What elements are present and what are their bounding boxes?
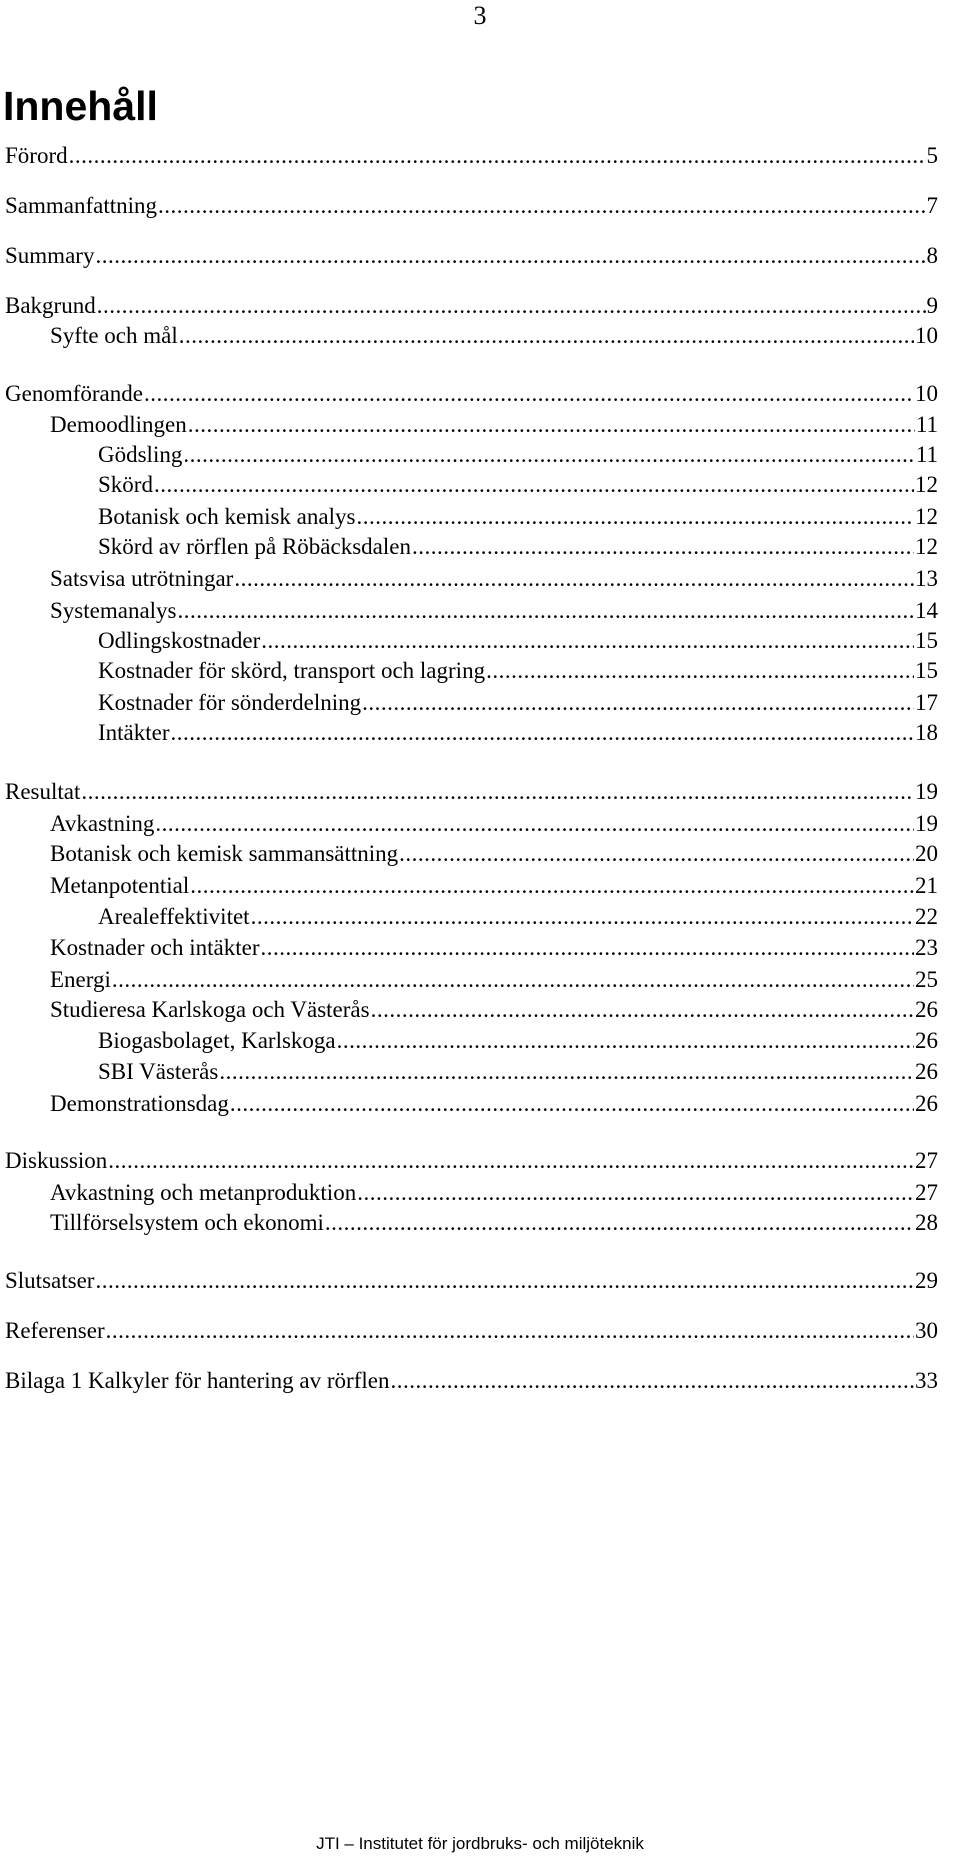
toc-dot-leader xyxy=(325,1209,914,1237)
toc-entry[interactable] xyxy=(0,142,938,170)
toc-entry[interactable] xyxy=(0,1209,938,1237)
toc-entry[interactable] xyxy=(0,1267,938,1295)
toc-entry-title: Skörd av rörflen på Röbäcksdalen xyxy=(98,534,411,559)
toc-entry-title: Biogasbolaget, Karlskoga xyxy=(98,1028,336,1053)
toc-dot-leader xyxy=(69,142,926,170)
toc-entry-title: Summary xyxy=(5,243,95,268)
toc-entry-title: Demoodlingen xyxy=(50,412,187,437)
toc-entry[interactable] xyxy=(0,966,938,994)
toc-dot-leader xyxy=(188,411,915,439)
toc-entry-title: Kostnader för skörd, transport och lagring xyxy=(98,658,486,683)
toc-dot-leader xyxy=(362,689,914,717)
toc-entry[interactable] xyxy=(0,657,938,685)
toc-dot-leader xyxy=(95,242,925,270)
toc-entry-page: 22 xyxy=(915,904,938,929)
toc-dot-leader xyxy=(112,966,914,994)
toc-entry[interactable] xyxy=(0,192,938,220)
toc-entry-title: Studieresa Karlskoga och Västerås xyxy=(50,997,370,1022)
toc-entry-title: Syfte och mål xyxy=(50,323,178,348)
toc-dot-leader xyxy=(154,471,914,499)
toc-dot-leader xyxy=(219,1058,914,1086)
toc-entry[interactable] xyxy=(0,1090,938,1118)
toc-entry[interactable] xyxy=(0,242,938,270)
toc-entry-title: Diskussion xyxy=(5,1148,108,1173)
toc-entry-page: 23 xyxy=(915,935,938,960)
toc-entry[interactable] xyxy=(0,380,938,408)
toc-entry-title: Satsvisa utrötningar xyxy=(50,566,234,591)
toc-dot-leader xyxy=(486,657,914,685)
toc-dot-leader xyxy=(234,565,914,593)
toc-dot-leader xyxy=(108,1147,914,1175)
toc-entry-page: 8 xyxy=(926,243,938,268)
toc-entry-page: 11 xyxy=(915,412,938,437)
toc-entry[interactable] xyxy=(0,292,938,320)
toc-entry-title: Demonstrationsdag xyxy=(50,1091,229,1116)
footer-institution: JTI – Institutet för jordbruks- och miljöteknik xyxy=(316,1834,644,1853)
toc-entry-page: 17 xyxy=(915,690,938,715)
toc-entry-title: Skörd xyxy=(98,472,153,497)
toc-entry[interactable] xyxy=(0,810,938,838)
toc-entry-page: 26 xyxy=(915,997,938,1022)
toc-entry-page: 14 xyxy=(915,598,938,623)
toc-entry[interactable] xyxy=(0,778,938,806)
toc-entry[interactable] xyxy=(0,1367,938,1395)
toc-dot-leader xyxy=(337,1027,914,1055)
toc-entry-page: 7 xyxy=(926,193,938,218)
toc-entry-page: 27 xyxy=(915,1148,938,1173)
toc-entry-title: Slutsatser xyxy=(5,1268,95,1293)
toc-entry-page: 30 xyxy=(915,1318,938,1343)
toc-entry[interactable] xyxy=(0,322,938,350)
toc-entry[interactable] xyxy=(0,934,938,962)
toc-entry[interactable] xyxy=(0,597,938,625)
toc-dot-leader xyxy=(144,380,914,408)
toc-dot-leader xyxy=(390,1367,914,1395)
toc-dot-leader xyxy=(260,934,914,962)
toc-entry[interactable] xyxy=(0,627,938,655)
toc-entry-page: 9 xyxy=(926,293,938,318)
toc-entry-page: 15 xyxy=(915,658,938,683)
toc-entry-title: Kostnader för sönderdelning xyxy=(98,690,362,715)
toc-dot-leader xyxy=(371,996,914,1024)
toc-entry-page: 12 xyxy=(915,534,938,559)
toc-entry-page: 25 xyxy=(915,967,938,992)
toc-entry-title: Referenser xyxy=(5,1318,105,1343)
toc-entry[interactable] xyxy=(0,1317,938,1345)
toc-dot-leader xyxy=(357,1179,914,1207)
toc-entry-page: 19 xyxy=(915,779,938,804)
toc-entry-title: Botanisk och kemisk analys xyxy=(98,504,356,529)
toc-entry-page: 15 xyxy=(915,628,938,653)
toc-entry-title: Gödsling xyxy=(98,442,183,467)
toc-entry[interactable] xyxy=(0,533,938,561)
toc-dot-leader xyxy=(190,872,914,900)
toc-entry-title: Kostnader och intäkter xyxy=(50,935,260,960)
toc-entry[interactable] xyxy=(0,840,938,868)
toc-entry-title: Resultat xyxy=(5,779,81,804)
toc-entry[interactable] xyxy=(0,411,938,439)
toc-entry-page: 13 xyxy=(915,566,938,591)
toc-dot-leader xyxy=(412,533,914,561)
toc-entry[interactable] xyxy=(0,1027,938,1055)
toc-entry[interactable] xyxy=(0,471,938,499)
toc-entry-title: Bakgrund xyxy=(5,293,96,318)
toc-entry[interactable] xyxy=(0,441,938,469)
toc-entry-title: Metanpotential xyxy=(50,873,190,898)
toc-dot-leader xyxy=(171,719,914,747)
toc-entry-title: Avkastning xyxy=(50,811,155,836)
toc-entry-page: 19 xyxy=(915,811,938,836)
toc-dot-leader xyxy=(155,810,914,838)
toc-entry-title: Energi xyxy=(50,967,111,992)
toc-entry[interactable] xyxy=(0,872,938,900)
toc-dot-leader xyxy=(158,192,925,220)
toc-entry-page: 26 xyxy=(915,1028,938,1053)
toc-entry[interactable] xyxy=(0,719,938,747)
toc-entry-page: 28 xyxy=(915,1210,938,1235)
toc-entry-page: 26 xyxy=(915,1059,938,1084)
toc-entry-title: Förord xyxy=(5,143,68,168)
toc-entry-page: 21 xyxy=(915,873,938,898)
toc-dot-leader xyxy=(179,322,914,350)
toc-entry-page: 20 xyxy=(915,841,938,866)
toc-entry-page: 5 xyxy=(926,143,938,168)
toc-entry[interactable] xyxy=(0,565,938,593)
toc-entry-title: Botanisk och kemisk sammansättning xyxy=(50,841,399,866)
toc-entry[interactable] xyxy=(0,503,938,531)
toc-entry[interactable] xyxy=(0,996,938,1024)
toc-entry-title: Systemanalys xyxy=(50,598,177,623)
toc-entry-page: 29 xyxy=(915,1268,938,1293)
toc-dot-leader xyxy=(178,597,915,625)
toc-entry-title: Avkastning och metanproduktion xyxy=(50,1180,357,1205)
toc-entry-page: 12 xyxy=(915,504,938,529)
toc-entry-title: Tillförselsystem och ekonomi xyxy=(50,1210,324,1235)
toc-heading: Innehåll xyxy=(3,83,158,129)
toc-entry-page: 11 xyxy=(915,442,938,467)
toc-entry-title: SBI Västerås xyxy=(98,1059,219,1084)
toc-entry-page: 10 xyxy=(915,323,938,348)
page-number: 3 xyxy=(473,1,487,30)
toc-entry[interactable] xyxy=(0,1058,938,1086)
toc-entry-page: 26 xyxy=(915,1091,938,1116)
toc-entry[interactable] xyxy=(0,1179,938,1207)
toc-entry[interactable] xyxy=(0,1147,938,1175)
toc-entry-page: 12 xyxy=(915,472,938,497)
toc-entry-page: 10 xyxy=(915,381,938,406)
toc-dot-leader xyxy=(106,1317,914,1345)
toc-dot-leader xyxy=(97,292,926,320)
toc-dot-leader xyxy=(261,627,914,655)
toc-dot-leader xyxy=(399,840,914,868)
toc-entry[interactable] xyxy=(0,903,938,931)
toc-entry-page: 18 xyxy=(915,720,938,745)
toc-dot-leader xyxy=(183,441,915,469)
toc-entry-page: 27 xyxy=(915,1180,938,1205)
toc-entry-title: Arealeffektivitet xyxy=(98,904,250,929)
toc-entry-title: Odlingskostnader xyxy=(98,628,261,653)
toc-entry-title: Bilaga 1 Kalkyler för hantering av rörflen xyxy=(5,1368,390,1393)
toc-dot-leader xyxy=(356,503,914,531)
toc-dot-leader xyxy=(230,1090,914,1118)
toc-entry-title: Intäkter xyxy=(98,720,170,745)
toc-dot-leader xyxy=(251,903,914,931)
toc-entry-title: Genomförande xyxy=(5,381,143,406)
toc-entry[interactable] xyxy=(0,689,938,717)
toc-dot-leader xyxy=(81,778,914,806)
toc-entry-title: Sammanfattning xyxy=(5,193,158,218)
toc-entry-page: 33 xyxy=(915,1368,938,1393)
toc-dot-leader xyxy=(95,1267,914,1295)
